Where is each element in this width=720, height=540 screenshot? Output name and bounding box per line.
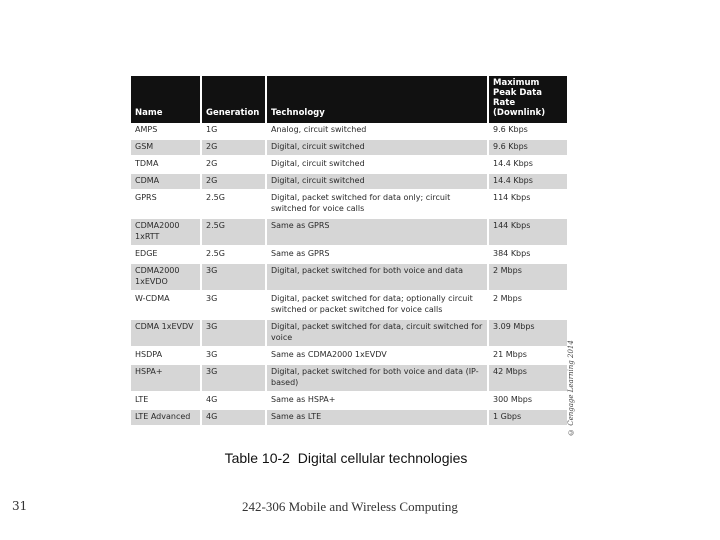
cell-generation: 3G — [201, 364, 266, 392]
table-row — [131, 263, 567, 291]
table-row — [131, 392, 567, 409]
cell-name: CDMA — [131, 173, 201, 190]
header-technology: Technology — [266, 76, 488, 123]
cell-peak-rate: 9.6 Kbps — [488, 123, 567, 139]
cell-peak-rate: 2 Mbps — [488, 291, 567, 319]
cell-technology: Same as GPRS — [266, 246, 488, 263]
table-row — [131, 409, 567, 426]
cell-peak-rate: 384 Kbps — [488, 246, 567, 263]
table-header-row — [131, 76, 567, 123]
cell-peak-rate: 42 Mbps — [488, 364, 567, 392]
header-name: Name — [131, 76, 201, 123]
cell-generation: 2.5G — [201, 190, 266, 218]
table-row — [131, 123, 567, 139]
cell-generation: 3G — [201, 291, 266, 319]
cell-name: CDMA2000 1xEVDO — [131, 263, 201, 291]
caption-label: Table 10-2 — [224, 450, 290, 466]
cell-technology: Digital, packet switched for both voice and data (IP-based) — [266, 364, 488, 392]
cell-technology: Digital, circuit switched — [266, 139, 488, 156]
cell-name: GPRS — [131, 190, 201, 218]
cell-generation: 3G — [201, 319, 266, 347]
cell-generation: 3G — [201, 347, 266, 364]
caption-text: Digital cellular technologies — [297, 450, 468, 466]
cell-technology: Digital, packet switched for data only; circuit switched for voice calls — [266, 190, 488, 218]
cell-name: CDMA2000 1xRTT — [131, 218, 201, 246]
cell-peak-rate: 114 Kbps — [488, 190, 567, 218]
cell-generation: 2G — [201, 156, 266, 173]
cell-name: AMPS — [131, 123, 201, 139]
page-number: 31 — [12, 499, 28, 513]
cell-peak-rate: 14.4 Kbps — [488, 173, 567, 190]
cell-generation: 1G — [201, 123, 266, 139]
cell-technology: Analog, circuit switched — [266, 123, 488, 139]
cell-technology: Digital, circuit switched — [266, 156, 488, 173]
cell-generation: 3G — [201, 263, 266, 291]
table-row — [131, 139, 567, 156]
cell-peak-rate: 9.6 Kbps — [488, 139, 567, 156]
cell-name: HSDPA — [131, 347, 201, 364]
table-row — [131, 291, 567, 319]
cell-peak-rate: 3.09 Mbps — [488, 319, 567, 347]
cell-name: CDMA 1xEVDV — [131, 319, 201, 347]
cell-peak-rate: 300 Mbps — [488, 392, 567, 409]
cell-technology: Digital, packet switched for both voice and data — [266, 263, 488, 291]
copyright-notice: © Cengage Learning 2014 — [567, 340, 575, 436]
cell-peak-rate: 1 Gbps — [488, 409, 567, 426]
cell-peak-rate: 2 Mbps — [488, 263, 567, 291]
cell-name: LTE — [131, 392, 201, 409]
cell-technology: Digital, packet switched for data, circuit switched for voice — [266, 319, 488, 347]
cell-name: HSPA+ — [131, 364, 201, 392]
cell-peak-rate: 21 Mbps — [488, 347, 567, 364]
cell-technology: Digital, circuit switched — [266, 173, 488, 190]
table-row — [131, 156, 567, 173]
table-row — [131, 190, 567, 218]
table-row — [131, 218, 567, 246]
table-caption — [0, 450, 692, 466]
table-row — [131, 347, 567, 364]
cell-technology: Same as HSPA+ — [266, 392, 488, 409]
table-row — [131, 364, 567, 392]
cell-generation: 2G — [201, 173, 266, 190]
cell-name: GSM — [131, 139, 201, 156]
cell-technology: Same as CDMA2000 1xEVDV — [266, 347, 488, 364]
cell-name: EDGE — [131, 246, 201, 263]
cell-name: LTE Advanced — [131, 409, 201, 426]
cell-generation: 2G — [201, 139, 266, 156]
cell-name: W-CDMA — [131, 291, 201, 319]
cell-generation: 2.5G — [201, 218, 266, 246]
cell-peak-rate: 14.4 Kbps — [488, 156, 567, 173]
table-row — [131, 173, 567, 190]
header-generation: Generation — [201, 76, 266, 123]
cell-generation: 4G — [201, 392, 266, 409]
cellular-technologies-table — [131, 76, 567, 427]
table-row — [131, 246, 567, 263]
cell-generation: 4G — [201, 409, 266, 426]
header-peak-data-rate: Maximum Peak Data Rate (Downlink) — [488, 76, 567, 123]
cell-technology: Same as GPRS — [266, 218, 488, 246]
cell-name: TDMA — [131, 156, 201, 173]
cell-technology: Same as LTE — [266, 409, 488, 426]
cell-technology: Digital, packet switched for data; optionally circuit switched or packet switched for voice calls — [266, 291, 488, 319]
cell-peak-rate: 144 Kbps — [488, 218, 567, 246]
course-footer: 242-306 Mobile and Wireless Computing — [242, 499, 458, 514]
table-row — [131, 319, 567, 347]
cell-generation: 2.5G — [201, 246, 266, 263]
